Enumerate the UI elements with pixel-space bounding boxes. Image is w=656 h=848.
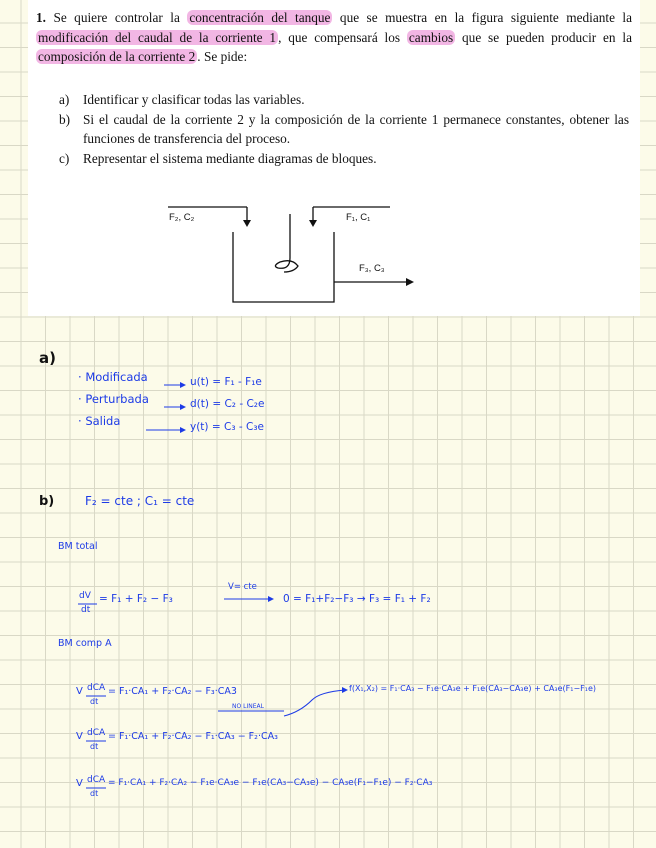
part-a-label: a) [39,349,56,367]
modified-equation: u(t) = F₁ - F₁e [190,376,262,388]
fraction-numerator: dCA [87,728,106,738]
text-segment: . Se pide: [197,49,248,64]
problem-number: 1. [36,10,46,25]
highlight-stream2-composition: composición de la corriente 2 [38,49,196,64]
variable-modified: · Modificada [78,370,148,384]
arrow-right-icon [180,382,186,388]
arrow-right-icon [268,596,274,602]
highlight-tank-concentration: concentración del tanque [189,10,331,25]
volume-symbol: V [76,731,83,742]
v-cte-note: V= cte [228,582,257,592]
arrow-right-icon [342,687,348,693]
variable-name: Perturbada [85,392,149,406]
text-segment: que se pueden producir en la [462,29,632,45]
bm-comp-heading: BM comp A [58,638,112,649]
variable-name: Salida [85,414,121,428]
arrow-right-icon [180,427,186,433]
stream1-label: F₁, C₁ [346,212,371,223]
variable-disturbance: · Perturbada [78,392,149,406]
component-balance-equation: = F₁·CA₁ + F₂·CA₂ − F₃·CA3 [108,686,237,697]
item-text: Si el caudal de la corriente 2 y la composición de la corriente 1 permanece constantes, obtener las funciones de transferencia del proceso. [83,111,629,146]
item-label: b) [59,111,71,127]
component-balance-equation: = F₁·CA₁ + F₂·CA₂ − F₁·CA₃ − F₂·CA₃ [108,731,278,742]
fraction-denominator: dt [90,697,99,706]
text-segment: Se quiere controlar la [53,10,180,25]
output-equation: y(t) = C₃ - C₃e [190,421,265,433]
stream2-label: F₂, C₂ [169,212,195,223]
fraction-denominator: dt [90,742,99,751]
item-label: c) [59,150,70,166]
item-text: Representar el sistema mediante diagramas de bloques. [83,150,377,166]
text-segment: , que compensará los [278,29,401,45]
fraction-numerator: dCA [87,775,106,785]
item-label: a) [59,92,70,107]
curve-arrow [284,690,345,716]
variable-output: · Salida [78,414,121,428]
linearization-equation: f(X₁,X₂) = F₁·CA₃ − F₁e·CA₃e + F₁e(CA₃−CA₃e) + CA₃e(F₁−F₁e) [349,684,597,693]
disturbance-equation: d(t) = C₂ - C₂e [190,398,265,410]
text-segment: que se muestra en la figura siguiente mediante la [339,10,633,25]
fraction-denominator: dt [90,789,99,798]
arrow-right-icon [180,404,186,410]
part-b-label: b) [39,494,55,509]
fraction-denominator: dt [81,605,91,615]
highlight-flow-modification: modificación del caudal de la corriente 1 [38,29,277,45]
variable-name: Modificada [85,370,148,384]
volume-symbol: V [76,686,83,697]
linearized-balance-equation: = F₁·CA₁ + F₂·CA₂ − F₁e·CA₃e − F₁e(CA₃−CA₃e) − CA₃e(F₁−F₁e) − F₂·CA₃ [108,778,433,788]
bm-total-result: 0 = F₁+F₂−F₃ → F₃ = F₁ + F₂ [283,593,431,605]
stream3-label: F₃, C₃ [359,263,385,274]
fraction-numerator: dV [79,591,91,601]
highlight-changes: cambios [408,29,454,45]
bm-total-heading: BM total [58,541,98,552]
fraction-numerator: dCA [87,683,106,693]
no-lineal-note: NO LINEAL [232,703,264,710]
item-text: Identificar y clasificar todas las variables. [83,92,305,107]
volume-symbol: V [76,778,83,789]
part-b-condition: F₂ = cte ; C₁ = cte [85,494,195,508]
bm-total-equation: = F₁ + F₂ − F₃ [99,593,173,605]
